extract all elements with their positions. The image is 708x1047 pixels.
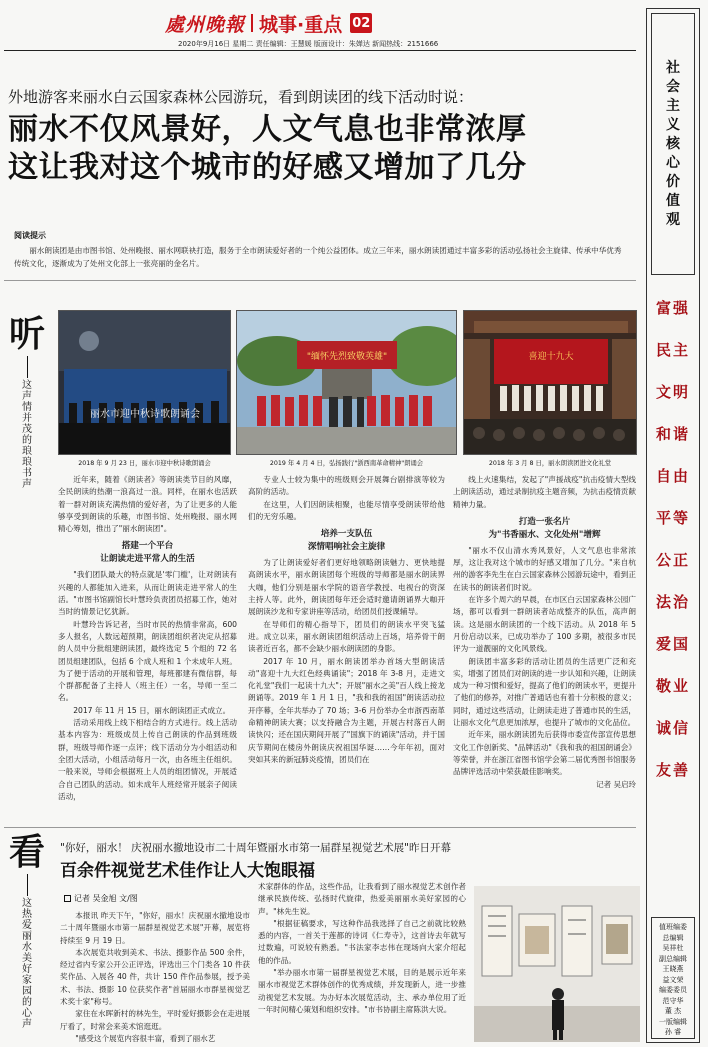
intro-text: 丽水朗读团是由市图书馆、处州晚报、丽水网联袂打造，服务于全市朗读爱好者的一个纯公益团体。成立三年来，丽水朗读团通过丰富多彩的活动弘扬社会主旋律、传承中华优秀传统文化，逐渐成为了处州文化部上一张亮丽的金名片。 [14,246,622,268]
photo-banner-1: 丽水市迎中秋诗歌朗诵会 [90,409,200,420]
section-head-look-text: 这热爱丽水美好家园的心声 [22,898,32,1030]
subhead-platform: 搭建一个平台 [121,541,174,552]
value-item: 富强 [655,299,690,317]
staff-line: 王晓燕 [662,965,684,973]
paragraph: 在导师们的精心指导下，团员们的朗读水平突飞猛进。成立以来，丽水朗读团组织活动上百场，培养骨干朗读者近百名，都不会缺少丽水朗读团的身影。 [248,619,445,654]
masthead-rule [4,50,636,51]
value-item: 诚信 [655,719,690,737]
value-item: 敬业 [655,677,690,695]
paragraph: "我们团队最大的特点就是'零门槛'，让对朗读有兴趣的人都能加入进来，从而让朗读走进平常人的生活。"市图书馆副馆长叶慧玲负责团员招募工作，她对当时的情景记忆犹新。 [58,570,237,617]
paragraph: 本次展览共收到美术、书法、摄影作品 500 余件，经过省内专家公开公正评选，评选出三个门类各 10 件获奖作品、入展各 40 件，共计 150 件作品参展，授予美术、书法、摄影 10 位获奖作者"首届丽水市群星视觉艺术奖十家"称号。 [60,947,250,1007]
masthead [165,10,372,36]
paragraph: 为了让朗读爱好者们更好地领略朗读魅力、更快地提高朗读水平，丽水朗读团每个班级的导师都是丽水朗读界大咖，他们分别是丽水学院的语音学教授、电视台的资深主持人等。此外，朗读团每年还会适时邀请朗诵界大咖开展朗读沙龙和专家讲座等活动，给团员们授课辅导。 [248,558,445,617]
value-item: 民主 [655,341,690,359]
value-item: 文明 [655,383,690,401]
section-head-listen [6,314,48,490]
article-column-3 [453,474,636,820]
paragraph: 术家群体的作品，这些作品，让我看到了丽水视觉艺术创作者继承民族传统、弘扬时代旋律，热爱美丽丽水美好家园的心声。"林先生说。 [258,882,466,916]
paragraph: 2017 年 10 月，丽水朗读团举办首场大型朗读活动"喜迎十九大红色经典诵读"；2018 年 3-8 月，走进文化礼堂"我们一起读十九大"；开展"丽水之美"百人线上接龙朗诵等。2019 年 1 月 1 日，"我和我的祖国"朗读活动拉开序幕，全年共举办了 70 场；3-6 月份举办全市浙西南革命精神朗读大赛；以支持融合为主题，开展古村落百人朗读快闪；还在国庆期间开展了"国旗下的诵读"活动，并于国庆节期间在楼房外朗读庆祝祖国华诞……今年年初，面对突如其来的新冠肺炎疫情，团员们在 [248,656,445,764]
photo-banner-2: "缅怀先烈致敬英雄" [306,352,388,362]
photo-banner-3: 喜迎十九大 [528,352,574,362]
subhead-team-2: 深情唱响社会主旋律 [307,542,386,553]
staff-line: 董 杰 [664,1007,682,1015]
headline-line-2: 这让我对这个城市的好感又增加了几分 [8,150,527,185]
photo-caption-2: 2019 年 4 月 4 日，弘扬践行"浙西南革命精神"朗诵会 [269,460,424,467]
section-rule [4,280,636,281]
headline-line-1: 丽水不仅风景好，人文气息也非常浓厚 [8,112,527,147]
photo-revolution-spirit-image [237,311,457,455]
paragraph: 在许多个周六的早晨，在市区白云国家森林公园广场，都可以看到一群朗读者站成整齐的队伍，高声朗读。这是丽水朗读团的一个线下活动。从 2018 年 5 月份启动以来，已成功举办了 100 多期，被很多市民评为一道靓丽的文化风景线。 [453,595,636,654]
staff-line: 编委委员 [659,986,687,994]
article-column-1 [58,474,237,820]
values-sidebar-title-box [651,13,695,275]
paragraph: 专业人士较为集中的班级则会开展舞台剧排演等较为高阶的活动。 [248,475,445,497]
article-column-2 [248,474,445,820]
staff-line: 值班编委 [659,923,687,931]
paragraph: 近年来，随着《朗读者》等朗读类节目的风靡，全民朗读的热潮一浪高过一浪。同样，在丽水也活跃着一群对朗读充满热情的爱好者，为了让更多的人能够享受到朗读的乐趣，市图书馆、处州晚报、丽水网精心筹划，推出了"丽水朗读团"。 [58,475,237,534]
photo-revolution-spirit [236,310,457,455]
photo-mid-autumn [58,310,231,455]
value-item: 法治 [655,593,690,611]
photo-art-exhibition-image [474,886,640,1042]
byline-square-icon [64,895,71,902]
value-item: 友善 [655,761,690,779]
paragraph: "感受这个展览内容很丰富，看到了丽水艺 [75,1033,216,1043]
value-item: 平等 [655,509,690,527]
paragraph: 叶慧玲告诉记者，当时市民的热情非常高，600多人报名，人数远超预期，朗读团组织者决定从招募的人员中分批组建朗读团，最终选定 5 个组的 72 名团员组建团队，包括 6 个成人班和 1 个未成年人班。为了便于活动的开展和管理，每班都建有微信群，每个群都配备了主持人（班主任）一名，导师一至二名。 [58,619,237,703]
paragraph: 线上火速集结，发起了"声援战疫"抗击疫情大型线上朗读活动，通过录制抗疫主题音频，为抗击疫情贡献精神力量。 [453,475,636,509]
masthead-divider [251,14,253,32]
paragraph: 在这里，人们因朗读相聚，也能尽情享受朗读带给他们的无穷乐趣。 [248,499,445,521]
section-rule-2 [4,827,636,828]
subhead-namecard-2: 为"书香丽水、文化处州"增辉 [488,529,601,540]
paragraph: 本报讯 昨天下午，"你好，丽水！庆祝丽水撤地设市二十周年暨丽水市第一届群星视觉艺术展"开幕，展览将持续至 9 月 19 日。 [60,911,250,945]
paragraph: 活动采用线上线下相结合的方式进行。线上活动基本内容为：班级成员上传自己朗读的作品到班级群，班级导师作逐一点评；线下活动分为小组活动和全团大活动，小组活动每月一次，由各班主任组织。一般来说，导师会根据班上人员的组团情况，开展适合自己团队的活动。如未成年人班经常开展亲子阅读活动， [58,718,237,801]
section-head-line [27,874,28,896]
photo-cultural-hall-image [464,311,637,455]
value-item: 和谐 [655,425,690,443]
value-item: 公正 [655,551,690,569]
paragraph: "举办丽水市第一届群星视觉艺术展，目的是展示近年来丽水市视觉艺术群体创作的优秀成绩，并发现新人，进一步推动视觉艺术发展。为办好本次展览活动，主、承办单位用了近一年时间精心策划和组织安排。"市书协副主席陈洪大说。 [258,968,466,1014]
story2-headline: 百余件视觉艺术佳作让人大饱眼福 [60,861,315,881]
values-sidebar-title: 社会主义核心价值观 [666,59,680,228]
masthead-brand: 處州晚報 [165,13,246,36]
dateline: 2020年9月16日 星期二 责任编辑：王慧媛 版面设计：朱婵达 新闻热线：2151666 [178,40,439,48]
staff-line: 一版编辑 [659,1017,687,1026]
value-item: 自由 [655,467,690,485]
photo-art-exhibition [474,886,640,1042]
photo-cultural-hall [463,310,637,455]
section-head-listen-char: 听 [8,313,45,355]
photo-caption-3: 2018 年 3 月 8 日，丽水朗读团进文化礼堂 [488,460,612,467]
staff-line: 总编辑 [662,933,684,942]
headline-kicker: 外地游客来丽水白云国家森林公园游玩，看到朗读团的线下活动时说： [8,88,474,106]
paragraph: 2017 年 11 月 15 日，丽水朗读团正式成立。 [73,705,231,715]
staff-line: 益文荣 [662,975,684,984]
staff-line: 范守华 [662,996,684,1005]
paragraph: 家住在水晖新村的林先生，平时爱好摄影会在走进展厅看了，时常会来美术馆逛逛。 [60,1009,250,1031]
story2-kicker: "你好，丽水！ 庆祝丽水撤地设市二十周年暨丽水市第一届群星视觉艺术展"昨日开幕 [60,842,451,854]
values-sidebar [646,8,700,1043]
paragraph: "根据征稿要求，写这种作品我选择了自己之前就比较熟悉的内容，一首关于莲都的诗词《仁寿寺》，这首诗去年就写过数遍，可说较有熟悉。"书法家李志伟在现场向大家介绍起他的作品。 [258,918,466,965]
section-head-look-char: 看 [8,831,45,873]
paragraph: 朗读团丰富多彩的活动让团员的生活更广泛和充实，增强了团员们对朗读的进一步认知和兴趣，让朗读成为一种习惯和爱好，提高了他们的朗读水平，更提升了他们的修养，对推广普通话也有着十分积极的意义；同时，通过这些活动，让朗读走进了普通市民的生活，让丽水文化气息更加浓厚，也提升了城市的文化品位。 [453,656,636,728]
values-list [647,287,699,791]
story2-column-2 [258,881,466,1044]
story2-column-1 [60,910,250,1044]
paragraph: 近年来，丽水朗读团先后获得市委宣传部宣传思想文化工作创新奖、"品牌活动"《我和我的祖国朗诵会》等荣誉，并在浙江省图书馆学会第二届优秀图书馆服务品牌评选活动中荣获最佳影响奖。 [453,730,636,777]
section-head-line [27,356,28,378]
masthead-section: 城事·重点 [259,13,343,36]
section-head-look [6,832,48,1030]
staff-line: 副总编辑 [659,954,687,963]
staff-line: 吴祥杜 [662,944,684,952]
photo-mid-autumn-image [59,311,231,455]
subhead-platform-2: 让朗读走进平常人的生活 [100,554,195,565]
photo-caption-1: 2018 年 9 月 23 日，丽水市迎中秋诗歌朗诵会 [78,460,211,467]
page-number-badge: 02 [350,13,372,33]
section-head-listen-text: 这声情并茂的琅琅书声 [22,380,32,490]
story2-byline [64,893,138,904]
subhead-team: 培养一支队伍 [320,529,373,540]
story2-byline-text: 记者 吴金旭 文/图 [74,894,138,903]
intro-label: 阅读提示 [14,231,46,240]
subhead-namecard: 打造一张名片 [518,516,571,527]
article-author: 记者 吴启玲 [596,779,636,789]
paragraph: "丽水不仅山清水秀风景好，人文气息也非常浓厚，这让我对这个城市的好感又增加了几分。"来自杭州的游客李先生在白云国家森林公园游玩途中，看到正在读书的朗读者们时说。 [453,545,636,592]
staff-line: 孙 睿 [664,1028,682,1036]
value-item: 爱国 [655,635,690,653]
staff-box [651,917,695,1039]
